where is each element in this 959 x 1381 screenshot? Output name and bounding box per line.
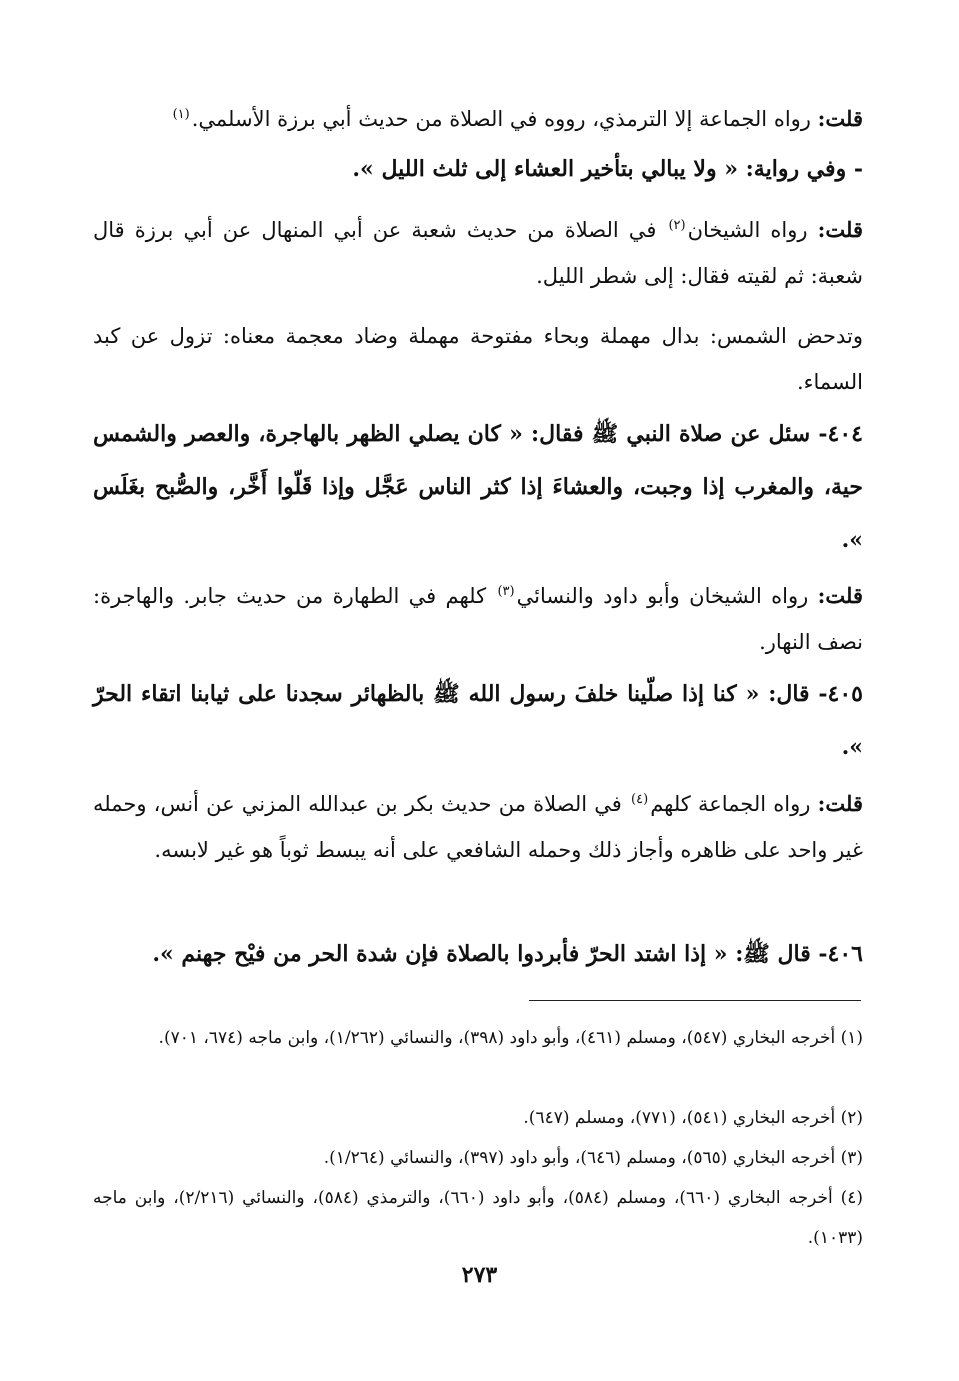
paragraph-4 [93, 313, 863, 405]
paragraph-3 [93, 207, 863, 299]
paragraph-text: كلهم في الطهارة من حديث جابر. والهاجرة: نصف النهار. [93, 584, 863, 654]
paragraph-text: في الصلاة من حديث بكر بن عبدالله المزني عن أنس، وحمله غير واحد على ظاهره وأجاز ذلك وحمله الشافعي على أنه يبسط ثوباً هو غير لابسه. [93, 792, 863, 862]
paragraph-1 [93, 96, 863, 142]
lead-word: قلت: [817, 217, 863, 242]
paragraph-6 [93, 573, 863, 665]
paragraph-text: وتدحض الشمس: بدال مهملة وبحاء مفتوحة مهملة وضاد معجمة معناه: تزول عن كبد السماء. [93, 324, 863, 394]
footnote-1: (١) أخرجه البخاري (٥٤٧)، ومسلم (٤٦١)، وأبو داود (٣٩٨)، والنسائي (١/٢٦٢)، وابن ماجه (٦٧٤، ٧٠١). [158, 1028, 863, 1048]
hadith-text: - وفي رواية: « ولا يبالي بتأخير العشاء إلى ثلث الليل ». [352, 156, 863, 182]
hadith-text: ٤٠٤- سئل عن صلاة النبي ﷺ فقال: « كان يصلي الظهر بالهاجرة، والعصر والشمس حية، والمغرب إذا وجبت، والعشاءَ إذا كثر الناس عَجَّل وإذا قَلّوا أَخَّر، والصُّبح بغَلَس ». [93, 421, 863, 553]
hadith-405 [93, 668, 863, 774]
lead-word: قلت: [817, 583, 863, 608]
hadith-404 [93, 408, 863, 567]
paragraph-text: رواه الشيخان وأبو داود والنسائي [516, 584, 809, 608]
paragraph-8 [93, 781, 863, 873]
footnote-divider [529, 1000, 861, 1001]
hadith-text: ٤٠٦- قال ﷺ: « إذا اشتد الحرّ فأبردوا بالصلاة فإن شدة الحر من فيْح جهنم ». [152, 941, 863, 967]
footnote-2: (٢) أخرجه البخاري (٥٤١)، (٧٧١)، ومسلم (٦٤٧). [523, 1108, 863, 1128]
footnote-ref: (٣) [497, 584, 515, 599]
footnote-4: (٤) أخرجه البخاري (٦٦٠)، ومسلم (٥٨٤)، وأبو داود (٦٦٠)، والترمذي (٥٨٤)، والنسائي (٢/٢١٦)، وابن ماجه (١٠٣٣). [93, 1188, 863, 1248]
footnote-ref: (١) [172, 107, 190, 122]
footnote-ref: (٢) [668, 218, 686, 233]
paragraph-text: رواه الجماعة إلا الترمذي، رووه في الصلاة من حديث أبي برزة الأسلمي. [191, 107, 811, 131]
footnote-3: (٣) أخرجه البخاري (٥٦٥)، ومسلم (٦٤٦)، وأبو داود (٣٩٧)، والنسائي (١/٢٦٤). [323, 1148, 863, 1168]
paragraph-text: في الصلاة من حديث شعبة عن أبي المنهال عن أبي برزة قال شعبة: ثم لقيته فقال: إلى شطر الليل. [93, 218, 863, 288]
page-number: ٢٧٣ [461, 1262, 498, 1288]
paragraph-text: رواه الجماعة كلهم [650, 792, 811, 816]
hadith-variant [93, 143, 863, 196]
hadith-406 [93, 928, 863, 981]
paragraph-text: رواه الشيخان [687, 218, 808, 242]
lead-word: قلت: [817, 106, 863, 131]
footnote-ref: (٤) [631, 792, 649, 807]
lead-word: قلت: [817, 791, 863, 816]
hadith-text: ٤٠٥- قال: « كنا إذا صلّينا خلفَ رسول الله ﷺ بالظهائر سجدنا على ثيابنا اتقاء الحرّ ». [93, 681, 863, 760]
